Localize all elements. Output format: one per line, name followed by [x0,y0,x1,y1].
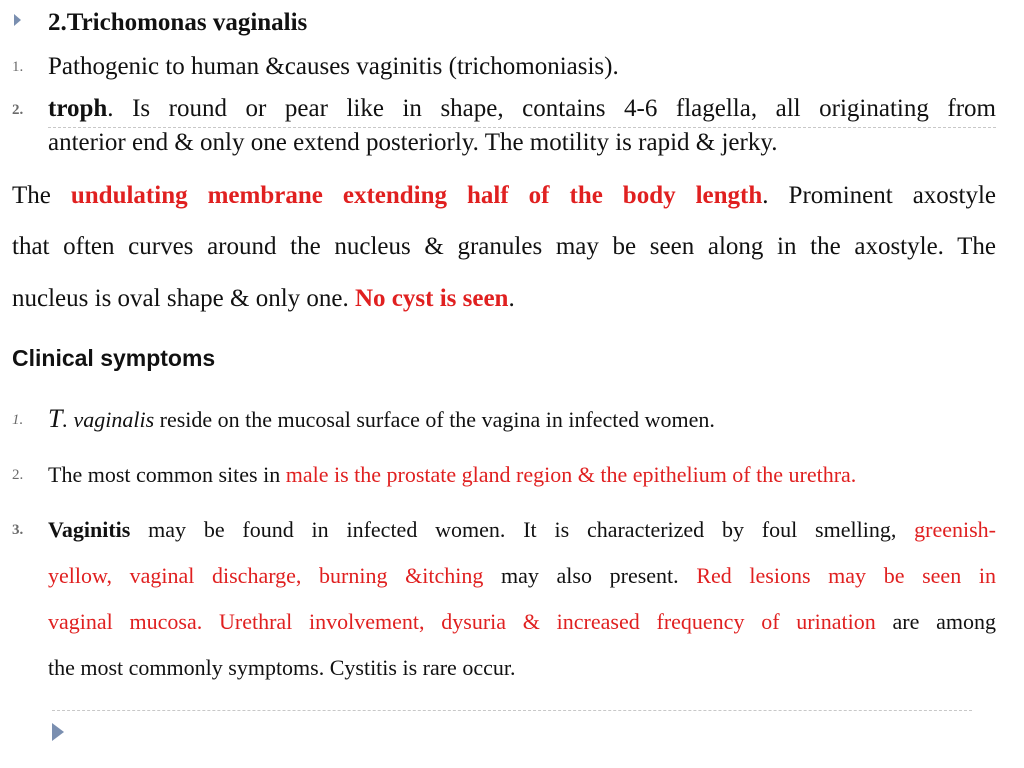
t-initial: T [48,404,63,433]
list-number-2: 2. [12,102,24,118]
symptom-number-3: 3. [12,522,24,538]
symptom-number-2: 2. [12,467,24,483]
no-cyst-highlight: No cyst is seen [355,285,509,312]
symptom-text-2 [48,461,856,489]
dashed-divider-bottom [52,710,972,711]
discharge-highlight: yellow, vaginal discharge, burning &itching [48,563,484,588]
list-item-text-2-line1 [48,94,996,124]
greenish-highlight: greenish- [914,517,996,542]
symptom-number-1: 1. [12,412,24,428]
paragraph-line-1-rest: . Prominent axostyle [762,182,997,209]
paragraph-line-3-end: . [508,285,515,312]
paragraph-line-3 [12,284,515,314]
urethral-highlight: vaginal mucosa. Urethral involvement, dysuria & increased frequency of urination [48,609,876,634]
list-number-1: 1. [12,59,24,75]
vaginitis-term: Vaginitis [48,517,131,542]
list-item-text-2-line2: anterior end & only one extend posteriorly. The motility is rapid & jerky. [48,129,778,156]
section-title: 2.Trichomonas vaginalis [48,9,308,36]
list-item-text-1: Pathogenic to human &causes vaginitis (trichomoniasis). [48,53,619,80]
undulating-membrane-highlight: undulating membrane extending half of the body length [70,182,763,209]
clinical-symptoms-heading: Clinical symptoms [12,345,216,371]
symptom-text-3-line1 [48,516,996,544]
symptom-text-1 [48,405,715,434]
list-item-text-2-rest: . Is round or pear like in shape, contains 4-6 flagella, all originating from [107,95,996,122]
symptom-text-3-l3: are among [875,609,996,634]
paragraph-start: The [12,182,51,209]
symptom-text-1-rest: reside on the mucosal surface of the vagina in infected women. [154,407,715,432]
symptom-text-3-line4: the most commonly symptoms. Cystitis is rare occur. [48,655,516,680]
male-sites-highlight: male is the prostate gland region & the epithelium of the urethra. [285,462,857,487]
symptom-text-3-l2: may also present. [483,563,697,588]
symptom-text-3-line2 [48,562,996,590]
species-name: . vaginalis [62,407,155,432]
troph-term: troph [48,95,108,122]
paragraph-line-3-start: nucleus is oval shape & only one. [12,285,349,312]
red-lesions-highlight: Red lesions may be seen in [696,563,996,588]
paragraph-line-2: that often curves around the nucleus & granules may be seen along in the axostyle. The [12,233,996,260]
bullet-arrow-icon [14,14,21,26]
symptom-text-3-l1: may be found in infected women. It is characterized by foul smelling, [130,517,915,542]
symptom-text-3-line3 [48,608,996,636]
symptom-text-2-start: The most common sites in [48,462,286,487]
paragraph-line-1 [12,181,996,211]
next-arrow-icon[interactable] [52,723,64,741]
